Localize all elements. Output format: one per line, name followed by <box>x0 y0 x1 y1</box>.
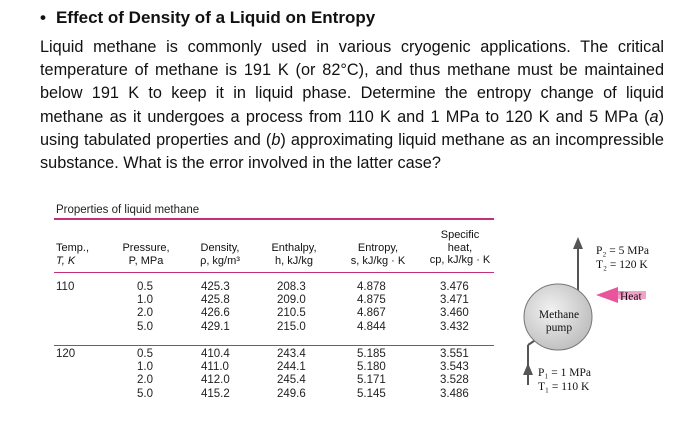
para-b: b <box>271 130 281 149</box>
header-specific-heat: Specific heat, cp, kJ/kg · K <box>429 229 491 266</box>
header-pressure: Pressure, P, MPa <box>122 242 170 267</box>
group2-pressure: 0.5 1.0 2.0 5.0 <box>137 348 153 400</box>
heading-text: Effect of Density of a Liquid on Entropy <box>55 8 376 27</box>
inlet-pressure-label: P₁ = 1 MPa <box>538 367 591 379</box>
header-density: Density, ρ, kg/m³ <box>200 242 240 267</box>
inlet-arrow-icon <box>523 363 533 375</box>
heat-label: Heat <box>620 291 642 303</box>
group1-density: 425.3 425.8 426.6 429.1 <box>201 281 230 333</box>
outlet-temp-label: T₂ = 120 K <box>596 259 648 271</box>
group1-entropy: 4.878 4.875 4.867 4.844 <box>357 281 386 333</box>
pump-diagram <box>500 225 695 425</box>
para-part1: Liquid methane is commonly used in various cryogenic applications. The critical temperature of methane is 191 K (or 82°C), and thus methane must be maintained below 191 K to keep it in liquid phase. Determine the entropy change of liquid methane as it undergoes a process from 110 K and 1 MPa to 120 K and 5 MPa ( <box>40 38 664 126</box>
para-a: a <box>649 107 659 126</box>
group2-entropy: 5.185 5.180 5.171 5.145 <box>357 348 386 400</box>
table-title: Properties of liquid methane <box>56 204 200 216</box>
group1-cp: 3.476 3.471 3.460 3.432 <box>440 281 469 333</box>
header-enthalpy: Enthalpy, h, kJ/kg <box>271 242 317 267</box>
table-group-separator <box>54 345 494 346</box>
outlet-arrow-icon <box>573 237 583 249</box>
heat-arrow-icon <box>596 287 618 303</box>
pump-label: Methane pump <box>538 309 580 334</box>
group2-density: 410.4 411.0 412.0 415.2 <box>201 348 230 400</box>
table-top-rule <box>54 218 494 220</box>
bullet: • <box>40 8 46 27</box>
group2-temp: 120 <box>56 348 76 360</box>
group1-enthalpy: 208.3 209.0 210.5 215.0 <box>277 281 306 333</box>
para-part3: ) approximating liquid methane as an incompressible substance. What is the error involved in the latter case? <box>40 130 664 173</box>
group1-pressure: 0.5 1.0 2.0 5.0 <box>137 281 153 333</box>
group1-temp: 110 <box>56 281 75 293</box>
para-part2: ) using tabulated properties and ( <box>40 107 664 149</box>
group2-enthalpy: 243.4 244.1 245.4 249.6 <box>277 348 306 400</box>
group2-cp: 3.551 3.543 3.528 3.486 <box>440 348 469 400</box>
section-heading <box>40 8 375 28</box>
table-header-rule <box>54 272 494 273</box>
inlet-temp-label: T₁ = 110 K <box>538 381 590 393</box>
outlet-pressure-label: P₂ = 5 MPa <box>596 245 649 257</box>
header-temp: Temp., T, K <box>56 242 90 267</box>
header-entropy: Entropy, s, kJ/kg · K <box>350 242 406 267</box>
problem-paragraph <box>40 36 664 175</box>
